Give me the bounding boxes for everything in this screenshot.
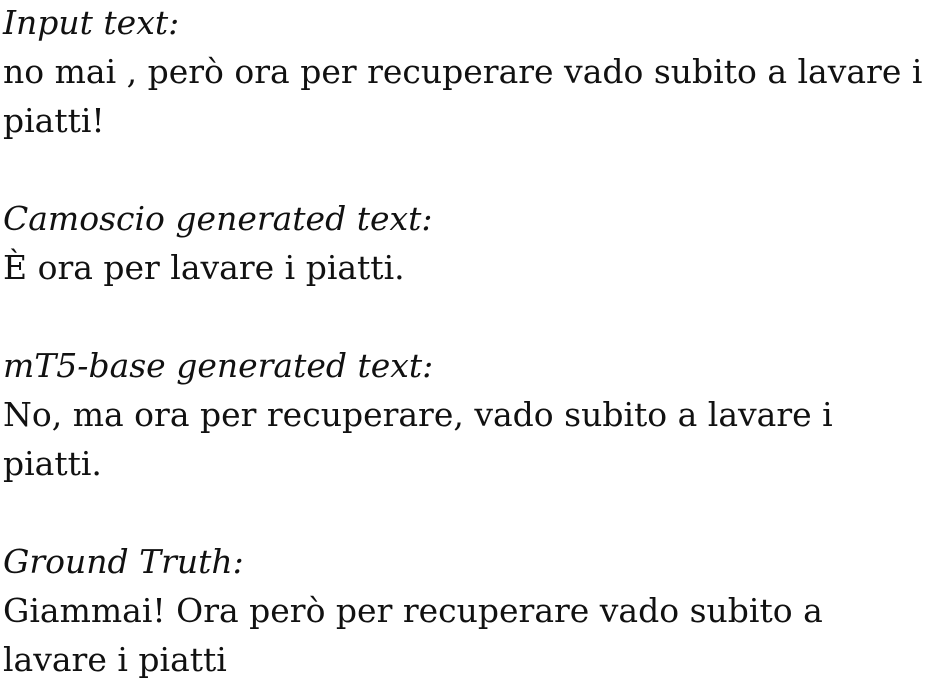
comparison-document (3, 0, 933, 684)
mt5-section (3, 341, 933, 488)
ground-truth-label: Ground Truth: (3, 542, 244, 581)
mt5-content: No, ma ora per recuperare, vado subito a lavare i piatti. (3, 395, 833, 483)
ground-truth-section (3, 537, 933, 684)
input-text-content: no mai , però ora per recuperare vado subito a lavare i piatti! (3, 52, 923, 140)
input-text-label: Input text: (3, 3, 180, 42)
ground-truth-content: Giammai! Ora però per recuperare vado subito a lavare i piatti (3, 591, 823, 679)
input-text-section (3, 0, 933, 145)
mt5-label: mT5-base generated text: (3, 346, 434, 385)
camoscio-label: Camoscio generated text: (3, 199, 433, 238)
camoscio-content: È ora per lavare i piatti. (3, 248, 405, 287)
camoscio-section (3, 194, 933, 292)
